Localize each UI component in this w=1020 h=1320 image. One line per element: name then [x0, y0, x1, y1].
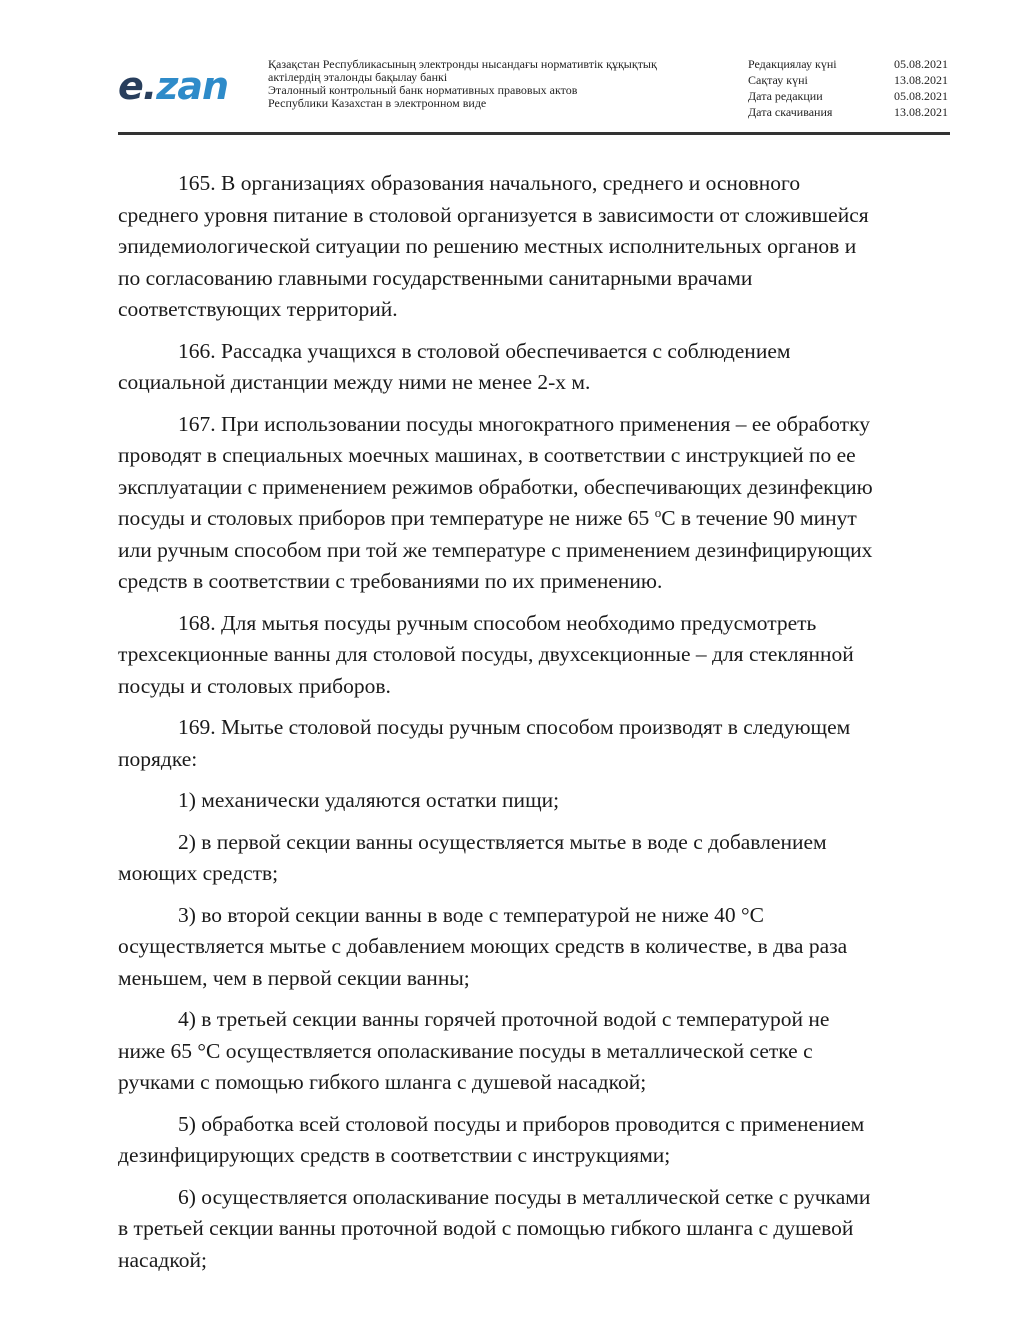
text-line: порядке:	[118, 746, 198, 771]
text-line: среднего уровня питание в столовой организуется в зависимости от сложившейся	[118, 202, 869, 227]
text-line: трехсекционные ванны для столовой посуды, двухсекционные – для стеклянной	[118, 642, 854, 666]
meta-label: Дата редакции	[748, 89, 823, 103]
list-item-6	[118, 1182, 950, 1277]
paragraph-167	[118, 409, 950, 598]
text-line: средств в соответствии с требованиями по их применению.	[118, 569, 663, 593]
text-line: ручками с помощью гибкого шланга с душевой насадкой;	[118, 1070, 647, 1094]
text-line: 5) обработка всей столовой посуды и приборов проводится с применением	[178, 1111, 865, 1136]
logo-e: e	[118, 64, 143, 108]
meta-row	[748, 56, 948, 72]
paragraph-168	[118, 608, 950, 703]
text-span: С в течение 90 минут	[661, 506, 857, 530]
meta-value: 13.08.2021	[894, 73, 948, 87]
text-line: посуды и столовых приборов.	[118, 673, 391, 698]
meta-label: Сақтау күні	[748, 73, 808, 87]
list-item-1	[118, 785, 950, 817]
org-line: Қазақстан Республикасының электронды нысандағы нормативтік құқықтық	[268, 57, 657, 71]
text-line: социальной дистанции между ними не менее 2-х м.	[118, 370, 591, 394]
text-line: моющих средств;	[118, 861, 279, 885]
text-line: 166. Рассадка учащихся в столовой обеспечивается с соблюдением	[178, 338, 791, 363]
meta-label: Редакциялау күні	[748, 57, 837, 71]
text-line: осуществляется мытье с добавлением моющих средств в количестве, в два раза	[118, 934, 848, 958]
paragraph-166	[118, 336, 950, 399]
ezan-logo[interactable]	[118, 64, 238, 108]
text-line: 6) осуществляется ополаскивание посуды в металлической сетке с ручками	[178, 1184, 871, 1209]
text-line: 168. Для мытья посуды ручным способом необходимо предусмотреть	[178, 610, 817, 635]
text-span: посуды и столовых приборов при температуре не ниже 65	[118, 506, 655, 530]
text-line: в третьей секции ванны проточной водой с помощью гибкого шланга с душевой	[118, 1216, 854, 1240]
text-line: эпидемиологической ситуации по решению местных исполнительных органов и	[118, 234, 857, 258]
list-item-5	[118, 1109, 950, 1172]
text-line: или ручным способом при той же температуре с применением дезинфицирующих	[118, 537, 873, 562]
header-organization	[268, 58, 728, 110]
list-item-3	[118, 900, 950, 995]
text-line: дезинфицирующих средств в соответствии с инструкциями;	[118, 1143, 671, 1167]
text-line: 169. Мытье столовой посуды ручным способом производят в следующем	[178, 715, 851, 739]
org-line: Республики Казахстан в электронном виде	[268, 96, 487, 110]
list-item-4	[118, 1004, 950, 1099]
text-line: насадкой;	[118, 1247, 207, 1272]
header-divider	[118, 132, 950, 135]
text-line: 4) в третьей секции ванны горячей проточной водой с температурой не	[178, 1007, 830, 1031]
meta-value: 13.08.2021	[894, 105, 948, 119]
meta-label: Дата скачивания	[748, 105, 833, 119]
meta-row	[748, 72, 948, 88]
text-line: ниже 65 °С осуществляется ополаскивание посуды в металлической сетке с	[118, 1038, 813, 1063]
meta-value: 05.08.2021	[894, 89, 948, 103]
meta-row	[748, 88, 948, 104]
text-line	[118, 503, 950, 535]
text-line: меньшем, чем в первой секции ванны;	[118, 965, 470, 990]
logo-dot: .	[142, 64, 157, 108]
text-line: проводят в специальных моечных машинах, в соответствии с инструкцией по ее	[118, 443, 856, 467]
text-line: эксплуатации с применением режимов обработки, обеспечивающих дезинфекцию	[118, 474, 873, 499]
logo-zan: zan	[156, 64, 229, 108]
org-line: актілердің эталонды бақылау банкі	[268, 70, 448, 84]
header-dates	[748, 56, 948, 120]
text-line: соответствующих территорий.	[118, 297, 398, 321]
text-line: 165. В организациях образования начального, среднего и основного	[178, 171, 801, 195]
meta-row	[748, 104, 948, 120]
document-body	[118, 168, 950, 1286]
text-line: 1) механически удаляются остатки пищи;	[178, 788, 560, 812]
org-line: Эталонный контрольный банк нормативных правовых актов	[268, 83, 578, 97]
meta-value: 05.08.2021	[894, 57, 948, 71]
paragraph-169	[118, 712, 950, 775]
list-item-2	[118, 827, 950, 890]
document-header	[118, 52, 950, 132]
text-line: 2) в первой секции ванны осуществляется мытье в воде с добавлением	[178, 829, 827, 854]
paragraph-165	[118, 168, 950, 326]
degree-superscript: о	[654, 505, 662, 520]
text-line: по согласованию главными государственными санитарными врачами	[118, 265, 753, 290]
text-line: 3) во второй секции ванны в воде с температурой не ниже 40 °С	[178, 902, 764, 927]
text-line: 167. При использовании посуды многократного применения – ее обработку	[178, 411, 870, 436]
